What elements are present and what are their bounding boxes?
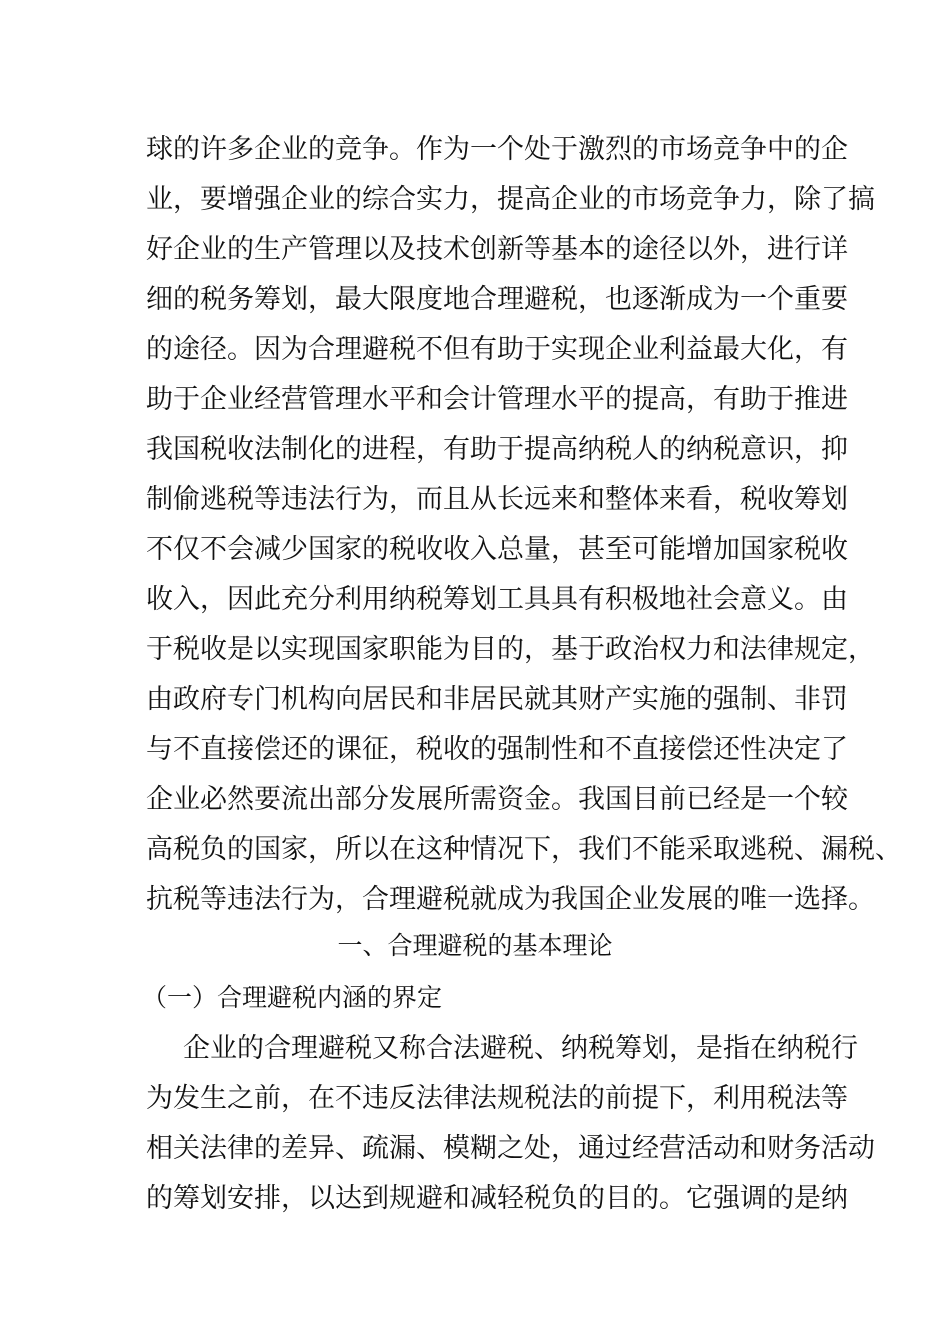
text-line: 我国税收法制化的进程，有助于提高纳税人的纳税意识，抑 <box>146 434 848 465</box>
subsection-heading: （一）合理避税内涵的界定 <box>142 983 443 1012</box>
section-heading: 一、合理避税的基本理论 <box>337 931 613 960</box>
text-line: 为发生之前，在不违反法律法规税法的前提下，利用税法等 <box>146 1083 848 1114</box>
text-line: 企业必然要流出部分发展所需资金。我国目前已经是一个较 <box>146 784 848 815</box>
text-line: 细的税务筹划，最大限度地合理避税，也逐渐成为一个重要 <box>146 284 848 315</box>
text-line: 企业的合理避税又称合法避税、纳税筹划，是指在纳税行 <box>183 1033 858 1064</box>
text-line: 不仅不会减少国家的税收收入总量，甚至可能增加国家税收 <box>146 534 848 565</box>
text-line: 球的许多企业的竞争。作为一个处于激烈的市场竞争中的企 <box>146 134 848 165</box>
text-line: 由政府专门机构向居民和非居民就其财产实施的强制、非罚 <box>146 684 848 715</box>
text-line: 制偷逃税等违法行为，而且从长远来和整体来看，税收筹划 <box>146 484 848 515</box>
text-line: 业，要增强企业的综合实力，提高企业的市场竞争力，除了搞 <box>146 184 875 215</box>
text-line: 与不直接偿还的课征，税收的强制性和不直接偿还性决定了 <box>146 734 848 765</box>
text-line: 助于企业经营管理水平和会计管理水平的提高，有助于推进 <box>146 384 848 415</box>
text-line: 收入，因此充分利用纳税筹划工具具有积极地社会意义。由 <box>146 584 848 615</box>
text-line: 的筹划安排，以达到规避和减轻税负的目的。它强调的是纳 <box>146 1183 848 1214</box>
text-line: 抗税等违法行为，合理避税就成为我国企业发展的唯一选择。 <box>146 884 875 915</box>
text-line: 高税负的国家，所以在这种情况下，我们不能采取逃税、漏税、 <box>146 834 902 865</box>
text-line: 于税收是以实现国家职能为目的，基于政治权力和法律规定， <box>146 634 875 665</box>
text-line: 的途径。因为合理避税不但有助于实现企业利益最大化，有 <box>146 334 848 365</box>
text-line: 相关法律的差异、疏漏、模糊之处，通过经营活动和财务活动 <box>146 1133 875 1164</box>
text-line: 好企业的生产管理以及技术创新等基本的途径以外，进行详 <box>146 234 848 265</box>
